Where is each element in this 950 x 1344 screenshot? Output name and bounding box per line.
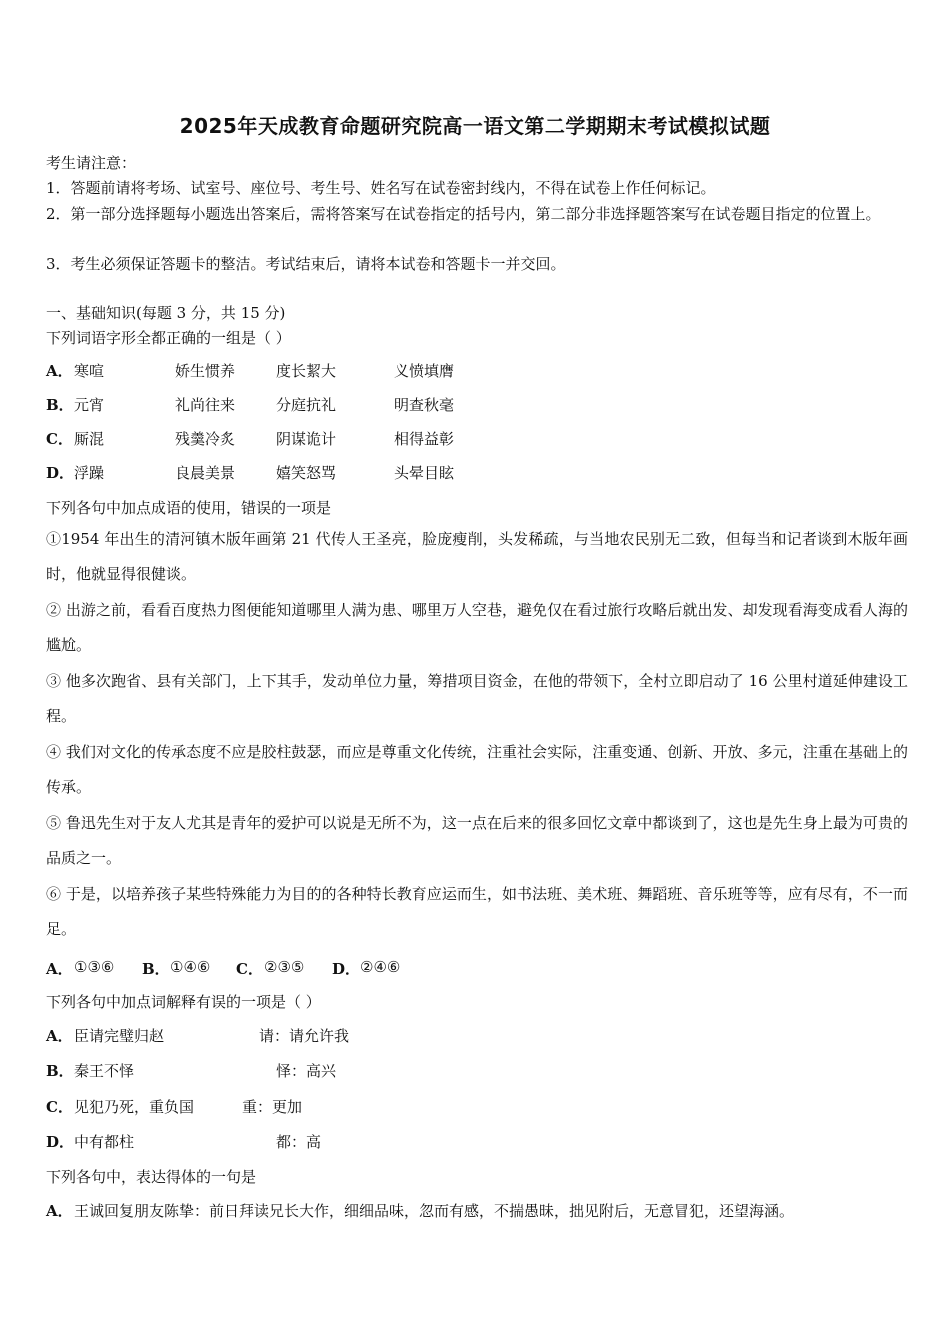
option-gloss: 重：更加 bbox=[242, 1098, 303, 1116]
question-stem: 下列词语字形全都正确的一组是（ ） bbox=[46, 329, 291, 347]
option-word: 残羹冷炙 bbox=[175, 430, 236, 448]
page-title: 2025年天成教育命题研究院高一语文第二学期期末考试模拟试题 bbox=[179, 114, 771, 138]
option-row-a bbox=[46, 360, 546, 380]
option-label: A． bbox=[46, 1027, 73, 1045]
option-gloss: 怿：高兴 bbox=[276, 1062, 337, 1080]
option-label: A． bbox=[46, 1202, 73, 1220]
option-text: 中有都柱 bbox=[74, 1133, 135, 1151]
sentence-item: ③ 他多次跑省、县有关部门，上下其手，发动单位力量，筹措项目资金，在他的带领下，全村立即启动了 16 公里村道延伸建设工程。 bbox=[46, 672, 908, 725]
answer-text: ①④⑥ bbox=[170, 958, 211, 976]
option-label: B． bbox=[46, 396, 74, 414]
option-gloss: 请：请允许我 bbox=[259, 1027, 350, 1045]
option-row-c bbox=[46, 428, 546, 448]
notice-item: 2．第一部分选择题每小题选出答案后，需将答案写在试卷指定的括号内，第二部分非选择题答案写在试卷题目指定的位置上。 bbox=[46, 205, 881, 223]
option-row-b bbox=[46, 1060, 546, 1080]
option-word: 寒喧 bbox=[74, 362, 105, 380]
option-word: 嬉笑怒骂 bbox=[276, 464, 337, 482]
option-label: D． bbox=[46, 464, 75, 482]
answer-label: D． bbox=[332, 960, 361, 978]
option-word: 浮躁 bbox=[74, 464, 105, 482]
option-word: 礼尚往来 bbox=[175, 396, 236, 414]
option-text: 见犯乃死，重负国 bbox=[74, 1098, 195, 1116]
option-word: 良晨美景 bbox=[175, 464, 236, 482]
option-word: 分庭抗礼 bbox=[276, 396, 337, 414]
answer-text: ②④⑥ bbox=[360, 958, 401, 976]
option-text: 臣请完璧归赵 bbox=[74, 1027, 165, 1045]
option-word: 明查秋毫 bbox=[394, 396, 455, 414]
option-label: D． bbox=[46, 1133, 75, 1151]
answer-choices bbox=[46, 958, 546, 978]
answer-text: ②③⑤ bbox=[264, 958, 305, 976]
section-heading: 一、基础知识(每题 3 分，共 15 分) bbox=[46, 304, 286, 322]
option-row-d bbox=[46, 462, 546, 482]
sentence-item: ⑥ 于是，以培养孩子某些特殊能力为目的的各种特长教育应运而生，如书法班、美术班、舞蹈班、音乐班等等，应有尽有，不一而足。 bbox=[46, 885, 908, 938]
notice-heading: 考生请注意： bbox=[46, 154, 137, 172]
notice-item: 1．答题前请将考场、试室号、座位号、考生号、姓名写在试卷密封线内，不得在试卷上作任何标记。 bbox=[46, 179, 716, 197]
option-row-b bbox=[46, 394, 546, 414]
question-stem: 下列各句中加点词解释有误的一项是（ ） bbox=[46, 993, 321, 1011]
option-word: 娇生惯养 bbox=[175, 362, 236, 380]
option-word: 度长絜大 bbox=[276, 362, 337, 380]
option-word: 义愤填膺 bbox=[394, 362, 455, 380]
option-row-a bbox=[46, 1025, 546, 1045]
option-row-d bbox=[46, 1131, 546, 1151]
option-label: C． bbox=[46, 430, 73, 448]
sentence-item: ①1954 年出生的清河镇木版年画第 21 代传人王圣亮，脸庞瘦削，头发稀疏，与当地农民别无二致，但每当和记者谈到木版年画时，他就显得很健谈。 bbox=[46, 530, 908, 583]
option-row-a bbox=[46, 1200, 916, 1220]
option-word: 厮混 bbox=[74, 430, 105, 448]
answer-label: C． bbox=[236, 960, 263, 978]
option-word: 头晕目眩 bbox=[394, 464, 455, 482]
answer-label: A． bbox=[46, 960, 73, 978]
option-row-c bbox=[46, 1096, 546, 1116]
option-label: A． bbox=[46, 362, 73, 380]
option-label: C． bbox=[46, 1098, 73, 1116]
option-word: 阴谋诡计 bbox=[276, 430, 337, 448]
answer-text: ①③⑥ bbox=[74, 958, 115, 976]
option-gloss: 都：高 bbox=[276, 1133, 322, 1151]
sentence-item: ⑤ 鲁迅先生对于友人尤其是青年的爱护可以说是无所不为，这一点在后来的很多回忆文章中都谈到了，这也是先生身上最为可贵的品质之一。 bbox=[46, 814, 908, 867]
option-text: 王诚回复朋友陈挚：前日拜读兄长大作，细细品味，忽而有感，不揣愚昧，拙见附后，无意冒犯，还望海涵。 bbox=[74, 1202, 795, 1220]
option-word: 相得益彰 bbox=[394, 430, 455, 448]
option-word: 元宵 bbox=[74, 396, 105, 414]
notice-item: 3．考生必须保证答题卡的整洁。考试结束后，请将本试卷和答题卡一并交回。 bbox=[46, 255, 566, 273]
option-text: 秦王不怿 bbox=[74, 1062, 135, 1080]
sentence-item: ④ 我们对文化的传承态度不应是胶柱鼓瑟，而应是尊重文化传统，注重社会实际，注重变通、创新、开放、多元，注重在基础上的传承。 bbox=[46, 743, 908, 796]
question-stem: 下列各句中加点成语的使用，错误的一项是 bbox=[46, 499, 332, 517]
answer-label: B． bbox=[142, 960, 170, 978]
question-stem: 下列各句中，表达得体的一句是 bbox=[46, 1168, 257, 1186]
sentence-item: ② 出游之前，看看百度热力图便能知道哪里人满为患、哪里万人空巷，避免仅在看过旅行攻略后就出发、却发现看海变成看人海的尴尬。 bbox=[46, 601, 908, 654]
option-label: B． bbox=[46, 1062, 74, 1080]
